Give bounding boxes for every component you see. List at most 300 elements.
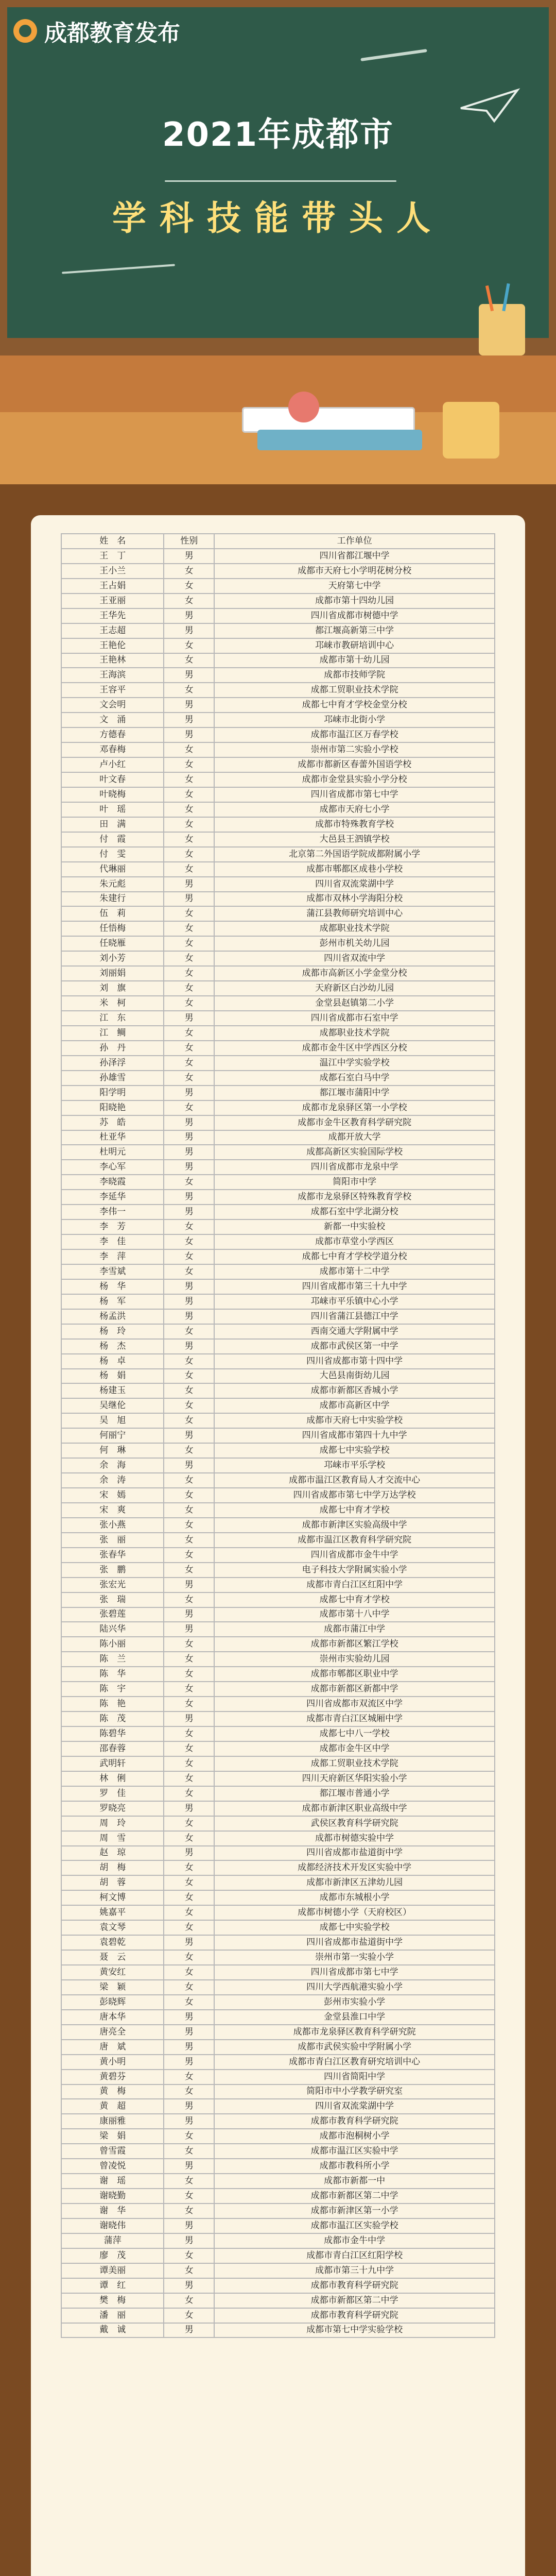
cell-workplace: 四川省都江堰中学 [214,549,495,564]
table-row [61,1458,495,1473]
table-row [61,668,495,683]
cell-gender: 男 [164,1607,214,1622]
table-row [61,1711,495,1726]
table-row [61,1771,495,1786]
cell-workplace: 北京第二外国语学院成都附属小学 [214,847,495,862]
cell-name: 袁文琴 [61,1920,164,1935]
cell-name: 刘小芳 [61,951,164,966]
cell-gender: 男 [164,698,214,713]
cell-workplace: 成都职业技术学院 [214,1026,495,1041]
cell-gender: 男 [164,1339,214,1354]
cell-gender: 男 [164,1011,214,1026]
cell-gender: 女 [164,1383,214,1398]
cell-name: 黄 超 [61,2099,164,2114]
cell-workplace: 成都市金牛区中学西区分校 [214,1041,495,1056]
cell-workplace: 成都市龙泉驿区教育科学研究院 [214,2025,495,2040]
table-row [61,996,495,1011]
cell-workplace: 四川省简阳中学 [214,2070,495,2084]
cell-gender: 女 [164,951,214,966]
cell-name: 樊 梅 [61,2293,164,2308]
cell-name: 李雪斌 [61,1264,164,1279]
table-row [61,2174,495,2189]
cell-workplace: 天府第七中学 [214,579,495,594]
cell-workplace: 四川省成都市盐道街中学 [214,1935,495,1950]
table-row [61,1860,495,1875]
cell-gender: 女 [164,2293,214,2308]
cell-workplace: 四川省成都市龙泉中学 [214,1160,495,1175]
table-row [61,757,495,772]
table-row [61,2010,495,2025]
table-row [61,1995,495,2010]
cell-workplace: 四川省成都市石室中学 [214,1011,495,1026]
cell-name: 张宏光 [61,1578,164,1592]
cell-name: 杨 华 [61,1279,164,1294]
cell-name: 曾凌悦 [61,2159,164,2174]
cell-name: 聂 云 [61,1950,164,1965]
cell-gender: 女 [164,1443,214,1458]
table-row [61,1205,495,1219]
cell-gender: 女 [164,579,214,594]
cell-gender: 女 [164,1518,214,1533]
cell-gender: 男 [164,2278,214,2293]
cell-workplace: 成都开放大学 [214,1130,495,1145]
cell-gender: 女 [164,594,214,608]
table-row [61,951,495,966]
cell-gender: 女 [164,1637,214,1652]
cell-gender: 女 [164,1875,214,1890]
table-row [61,2278,495,2293]
table-row [61,1383,495,1398]
cell-workplace: 四川省双流中学 [214,951,495,966]
table-row [61,1324,495,1339]
cell-gender: 女 [164,966,214,981]
table-row [61,2204,495,2218]
cell-name: 方德春 [61,727,164,742]
table-row [61,1697,495,1711]
cell-name: 朱建行 [61,892,164,907]
cell-workplace: 都江堰市普通小学 [214,1786,495,1801]
cell-workplace: 成都市新津区第一小学 [214,2204,495,2218]
table-row [61,877,495,892]
pencil-cup-icon [479,304,525,355]
cell-workplace: 西南交通大学附属中学 [214,1324,495,1339]
cell-name: 何 琳 [61,1443,164,1458]
cell-gender: 女 [164,1726,214,1741]
table-row [61,817,495,832]
cell-gender: 女 [164,936,214,951]
table-row [61,1056,495,1071]
cell-gender: 女 [164,1413,214,1428]
cell-gender: 女 [164,2263,214,2278]
cell-name: 蒲萍 [61,2233,164,2248]
cell-name: 谭 红 [61,2278,164,2293]
cell-gender: 女 [164,2248,214,2263]
cell-gender: 男 [164,1145,214,1160]
table-row [61,2129,495,2144]
cell-gender: 女 [164,1503,214,1518]
table-row [61,1264,495,1279]
cell-name: 唐亮全 [61,2025,164,2040]
cell-name: 文会明 [61,698,164,713]
table-row [61,862,495,877]
cell-name: 田 满 [61,817,164,832]
table-row [61,1652,495,1667]
cell-gender: 女 [164,787,214,802]
table-row [61,1369,495,1384]
cell-workplace: 四川省蒲江县德江中学 [214,1309,495,1324]
cell-gender: 女 [164,757,214,772]
table-row [61,1249,495,1264]
cell-name: 江 鲷 [61,1026,164,1041]
cell-name: 李心军 [61,1160,164,1175]
cell-gender: 女 [164,683,214,698]
cell-gender: 女 [164,772,214,787]
table-row [61,2025,495,2040]
table-row [61,1339,495,1354]
cell-workplace: 成都市金堂县实验小学分校 [214,772,495,787]
cell-workplace: 彭州市机关幼儿园 [214,936,495,951]
cell-name: 王 丁 [61,549,164,564]
cell-workplace: 成都市高新区小学金堂分校 [214,966,495,981]
table-row [61,549,495,564]
table-row [61,1279,495,1294]
cell-name: 姚嘉平 [61,1905,164,1920]
cell-name: 彭晓辉 [61,1995,164,2010]
cell-gender: 女 [164,1234,214,1249]
cell-gender: 女 [164,2070,214,2084]
header-name: 姓 名 [61,534,164,549]
table-row [61,832,495,847]
table-row [61,966,495,981]
cell-gender: 女 [164,1100,214,1115]
cell-gender: 男 [164,2040,214,2055]
cell-name: 周 玲 [61,1816,164,1831]
cell-name: 王艳伦 [61,638,164,653]
cell-workplace: 成都市教育科学研究院 [214,2278,495,2293]
table-row [61,802,495,817]
cell-gender: 女 [164,1682,214,1697]
table-row [61,1578,495,1592]
table-row [61,1533,495,1548]
table-row [61,1145,495,1160]
cell-gender: 女 [164,1175,214,1190]
cell-gender: 女 [164,1264,214,1279]
cell-workplace: 邛崃市平乐学校 [214,1458,495,1473]
cell-name: 黄安红 [61,1965,164,1980]
cell-gender: 女 [164,1488,214,1503]
table-row [61,787,495,802]
cell-name: 黄碧芬 [61,2070,164,2084]
table-row [61,564,495,579]
cell-gender: 男 [164,1279,214,1294]
cell-name: 唐本华 [61,2010,164,2025]
cell-workplace: 成都市武侯实验中学附属小学 [214,2040,495,2055]
cell-name: 曾雪霞 [61,2144,164,2159]
cell-gender: 男 [164,2218,214,2233]
cell-name: 黄 梅 [61,2084,164,2099]
table-row [61,1219,495,1234]
table-row [61,1011,495,1026]
cell-name: 邓春梅 [61,742,164,757]
table-row [61,623,495,638]
cell-gender: 女 [164,996,214,1011]
cell-gender: 女 [164,1831,214,1846]
cell-workplace: 四川省成都市第四十九中学 [214,1428,495,1443]
cell-gender: 男 [164,1309,214,1324]
cell-name: 伍 莉 [61,906,164,921]
cell-name: 宋 嫣 [61,1488,164,1503]
table-row [61,1622,495,1637]
cell-workplace: 成都市第三十九中学 [214,2263,495,2278]
cell-workplace: 成都市教育科学研究院 [214,2308,495,2323]
cell-workplace: 都江堰市蒲阳中学 [214,1086,495,1100]
chalkboard-frame [0,0,556,355]
table-row [61,906,495,921]
page-title-year: 2021年成都市 [162,116,394,154]
table-row [61,1905,495,1920]
cell-gender: 男 [164,1130,214,1145]
cell-name: 周 雪 [61,1831,164,1846]
cell-gender: 男 [164,1622,214,1637]
cell-gender: 男 [164,1205,214,1219]
cell-workplace: 成都工贸职业技术学院 [214,1756,495,1771]
table-row [61,1786,495,1801]
cell-name: 张 瑞 [61,1592,164,1607]
cell-workplace: 成都市第七中学实验学校 [214,2323,495,2338]
cell-workplace: 成都市双林小学海阳分校 [214,892,495,907]
cell-name: 刘 旗 [61,981,164,996]
cell-gender: 女 [164,1905,214,1920]
cell-workplace: 电子科技大学附属实验小学 [214,1563,495,1578]
table-row [61,742,495,757]
cell-gender: 男 [164,1086,214,1100]
cell-gender: 男 [164,2055,214,2070]
table-row [61,1965,495,1980]
table-row [61,921,495,936]
cell-workplace: 成都市新都区香城小学 [214,1383,495,1398]
cell-workplace: 成都市第十二中学 [214,1264,495,1279]
cell-name: 陆兴华 [61,1622,164,1637]
cell-workplace: 大邑县南街幼儿园 [214,1369,495,1384]
cell-workplace: 成都七中实验学校 [214,1920,495,1935]
cell-gender: 男 [164,1711,214,1726]
table-row [61,1115,495,1130]
cell-name: 王亚丽 [61,594,164,608]
cell-name: 叶文春 [61,772,164,787]
cell-workplace: 成都工贸职业技术学院 [214,683,495,698]
cell-gender: 男 [164,1846,214,1861]
cell-name: 胡 蓉 [61,1875,164,1890]
cell-gender: 女 [164,1473,214,1488]
cell-gender: 女 [164,1950,214,1965]
cell-gender: 男 [164,2159,214,2174]
cell-gender: 女 [164,981,214,996]
cell-gender: 男 [164,727,214,742]
cell-workplace: 崇州市第二实验小学校 [214,742,495,757]
cell-name: 孙雄雪 [61,1071,164,1086]
cell-workplace: 成都七中育才学校 [214,1592,495,1607]
cell-gender: 女 [164,564,214,579]
cell-gender: 男 [164,2233,214,2248]
table-row [61,1563,495,1578]
cell-workplace: 成都市郫都区职业中学 [214,1667,495,1682]
cell-gender: 女 [164,1369,214,1384]
cell-gender: 男 [164,1190,214,1205]
cell-name: 陈 华 [61,1667,164,1682]
cell-gender: 女 [164,1816,214,1831]
table-row [61,579,495,594]
header-workplace: 工作单位 [214,534,495,549]
table-row [61,608,495,623]
cell-gender: 男 [164,713,214,727]
cell-workplace: 成都石室中学北湖分校 [214,1205,495,1219]
cell-name: 罗晓亮 [61,1801,164,1816]
table-row [61,1592,495,1607]
cell-name: 梁 娟 [61,2129,164,2144]
cell-workplace: 四川省成都市双流区中学 [214,1697,495,1711]
cell-name: 李 萍 [61,1249,164,1264]
cell-workplace: 成都市新津区五津幼儿园 [214,1875,495,1890]
cell-name: 张 丽 [61,1533,164,1548]
cell-gender: 男 [164,1935,214,1950]
cell-name: 孙 丹 [61,1041,164,1056]
cell-name: 何丽宁 [61,1428,164,1443]
cell-name: 朱元彪 [61,877,164,892]
cell-name: 李伟一 [61,1205,164,1219]
cell-workplace: 成都市青白江区城厢中学 [214,1711,495,1726]
table-row [61,1831,495,1846]
cell-workplace: 成都市青白江区教育研究培训中心 [214,2055,495,2070]
cell-gender: 女 [164,1890,214,1905]
cell-name: 吴继伦 [61,1398,164,1413]
cell-name: 文 涌 [61,713,164,727]
cell-workplace: 成都市第十幼儿园 [214,653,495,668]
cell-name: 李 芳 [61,1219,164,1234]
cell-workplace: 成都市新津区职业高级中学 [214,1801,495,1816]
cell-gender: 女 [164,638,214,653]
table-header-row [61,534,495,549]
cell-workplace: 成都市天府七小学 [214,802,495,817]
cell-name: 余 涛 [61,1473,164,1488]
cell-gender: 男 [164,623,214,638]
table-row [61,1950,495,1965]
cell-workplace: 成都市温江区实验中学 [214,2144,495,2159]
cell-workplace: 武侯区教育科学研究院 [214,1816,495,1831]
chalk-underline-decoration [165,180,396,182]
cell-name: 代琳丽 [61,862,164,877]
cell-gender: 女 [164,2129,214,2144]
cell-gender: 女 [164,1533,214,1548]
cell-workplace: 四川省成都市第七中学万达学校 [214,1488,495,1503]
cell-workplace: 邛崃市教研培训中心 [214,638,495,653]
table-row [61,1026,495,1041]
table-row [61,1637,495,1652]
cell-name: 陈 艳 [61,1697,164,1711]
cell-workplace: 成都市金牛区教育科学研究院 [214,1115,495,1130]
cell-name: 赵 琼 [61,1846,164,1861]
cell-workplace: 都江堰高新第三中学 [214,623,495,638]
cell-gender: 男 [164,2323,214,2338]
cell-gender: 男 [164,1458,214,1473]
cell-workplace: 成都市新津区实验高级中学 [214,1518,495,1533]
cell-gender: 女 [164,1398,214,1413]
table-row [61,1488,495,1503]
cell-gender: 女 [164,1354,214,1369]
table-row [61,1086,495,1100]
table-row [61,683,495,698]
cell-name: 陈 茂 [61,1711,164,1726]
cell-gender: 男 [164,2025,214,2040]
table-row [61,1726,495,1741]
cell-workplace: 简阳市中学 [214,1175,495,1190]
cell-gender: 男 [164,608,214,623]
cell-name: 胡 梅 [61,1860,164,1875]
table-row [61,2159,495,2174]
cell-gender: 女 [164,1756,214,1771]
table-row [61,1473,495,1488]
cell-workplace: 金堂县淮口中学 [214,2010,495,2025]
cell-name: 杨孟洪 [61,1309,164,1324]
cell-workplace: 成都市新都区新都中学 [214,1682,495,1697]
table-row [61,936,495,951]
cell-workplace: 成都市教育科学研究院 [214,2114,495,2129]
cell-gender: 男 [164,2114,214,2129]
table-row [61,1682,495,1697]
cell-gender: 女 [164,1920,214,1935]
cell-workplace: 成都市特殊教育学校 [214,817,495,832]
cell-gender: 男 [164,1294,214,1309]
cell-name: 孙泽浮 [61,1056,164,1071]
cell-gender: 男 [164,668,214,683]
cell-name: 杜亚华 [61,1130,164,1145]
cell-gender: 女 [164,921,214,936]
brand-header [13,14,180,47]
cell-workplace: 四川省成都市金牛中学 [214,1548,495,1563]
cell-gender: 女 [164,1592,214,1607]
cell-workplace: 崇州市第一实验小学 [214,1950,495,1965]
cell-name: 陈 宇 [61,1682,164,1697]
cell-workplace: 四川大学西航港实验小学 [214,1980,495,1995]
book-icon [242,407,415,433]
cell-name: 邵春蓉 [61,1741,164,1756]
table-row [61,1935,495,1950]
table-row [61,2293,495,2308]
cell-name: 陈小丽 [61,1637,164,1652]
cell-name: 陈 兰 [61,1652,164,1667]
cell-workplace: 成都市金牛中学 [214,2233,495,2248]
cell-name: 宋 爽 [61,1503,164,1518]
cell-workplace: 四川省成都市树德中学 [214,608,495,623]
cell-name: 王小兰 [61,564,164,579]
cell-gender: 女 [164,1786,214,1801]
roster-table [61,533,495,2338]
page-title-main: 学科技能带头人 [112,198,444,238]
cell-workplace: 四川省成都市第三十九中学 [214,1279,495,1294]
cell-name: 戴 诚 [61,2323,164,2338]
cell-gender: 女 [164,1860,214,1875]
cell-name: 李延华 [61,1190,164,1205]
table-row [61,1756,495,1771]
cell-workplace: 成都市树德实验中学 [214,1831,495,1846]
cell-name: 罗 佳 [61,1786,164,1801]
table-row [61,1875,495,1890]
table-row [61,2233,495,2248]
cell-workplace: 成都市温江区教育科学研究院 [214,1533,495,1548]
table-row [61,1354,495,1369]
table-row [61,981,495,996]
table-row [61,1398,495,1413]
flower-icon [288,392,319,422]
